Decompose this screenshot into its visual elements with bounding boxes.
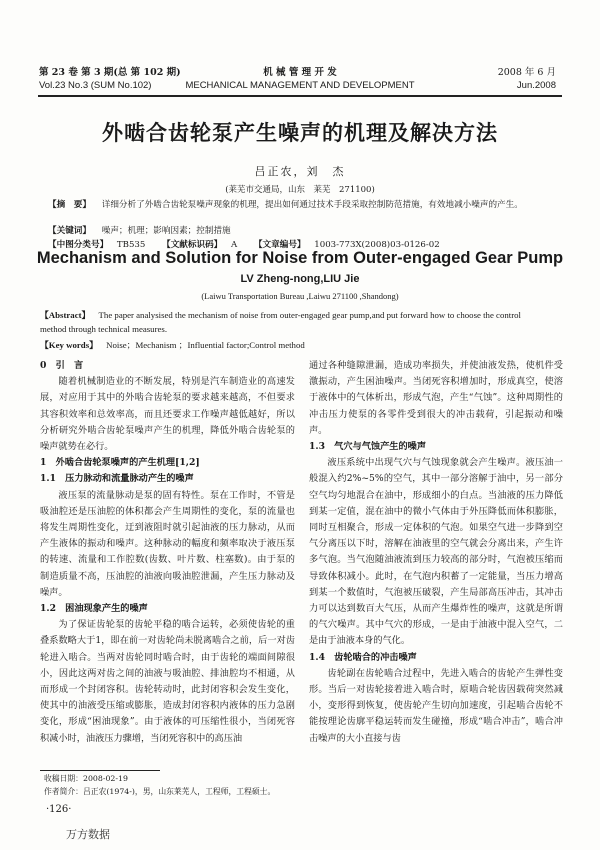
abstract-en-line2: method through technical measures. bbox=[40, 324, 168, 334]
paragraph-1-3: 液压系统中出现气穴与气蚀现象就会产生噪声。液压油一般混入约2%~5%的空气，其中一部分溶解于油中，另一部分空气均匀地混合在油中，形成细小的白点。当油液的压力降低到某一定值，混在油中的微小气体由于外压降低而体积膨胀，同时互相聚合，形成一定体积的气泡。如果空气进一步降到空气分离压以下时，溶解在油液里的空气就会分离出来，产生许多气泡。当气泡随油液流到压力较高的部分时，气泡被压缩而导致体积减小。此时，在气泡内积蓄了一定能量，当压力增高到某一个数值时，气泡被压破裂，产生局部高压冲击，其冲击力可以达到数百大气压，从而产生爆炸性的噪声，这就是所谓的气穴噪声。其中气穴的形成，一是由于油液中混入空气，二是由于油液本身的气化。 bbox=[309, 457, 563, 647]
header-date-cn: 2008 年 6 月 bbox=[497, 67, 556, 78]
header-journal-cn: 机 械 管 理 开 发 bbox=[263, 67, 337, 78]
article-id-value: 1003-773X(2008)03-0126-02 bbox=[314, 240, 440, 250]
keywords-cn-text: 噪声；机理；影响因素；控制措施 bbox=[101, 226, 231, 236]
section-1-4-title: 1.4 齿轮啮合的冲击噪声 bbox=[309, 651, 417, 663]
header-volume-en: Vol.23 No.3 (SUM No.102) bbox=[39, 80, 152, 91]
section-1-2-title: 1.2 困油现象产生的噪声 bbox=[40, 603, 148, 615]
abstract-cn-text: 详细分析了外啮合齿轮泵噪声现象的机理，提出如何通过技术手段采取控制防范措施，有效地减小噪声的产生。 bbox=[101, 200, 523, 210]
section-1-1-title: 1.1 压力脉动和流量脉动产生的噪声 bbox=[40, 473, 194, 485]
clc-label: 【中图分类号】 bbox=[48, 240, 109, 250]
section-0-title: 0 引 言 bbox=[40, 360, 84, 371]
paragraph-1-2: 为了保证齿轮泵的齿轮平稳的啮合运转，必须使齿轮的重叠系数略大于1，即在前一对齿轮尚未脱离啮合之前，后一对齿轮进入啮合。当两对齿轮同时啮合时，由于齿轮的端面间隙很小，因此这两对齿之间的油液与吸油腔、排油腔均不相通，从而形成一个封闭容积。齿轮转动时，此封闭容积会发生变化，使其中的油液受压缩或膨胀，造成封闭容积内液体的压力急剧变化，形成“困油现象”。由于液体的可压缩性很小，当闭死容积减小时，油液压力骤增，当闭死容积中的高压油 bbox=[40, 619, 295, 744]
header-rule bbox=[38, 95, 562, 97]
right-column bbox=[309, 358, 563, 747]
header-date-en: Jun.2008 bbox=[516, 80, 556, 91]
article-id-label: 【文章编号】 bbox=[253, 240, 306, 250]
keywords-cn bbox=[48, 224, 560, 238]
title-en: Mechanism and Solution for Noise from Outer-engaged Gear Pump bbox=[36, 249, 564, 267]
abstract-en bbox=[40, 308, 562, 336]
keywords-en bbox=[40, 338, 562, 352]
header-volume-cn: 第 23 卷 第 3 期(总 第 102 期) bbox=[39, 67, 181, 78]
authors-en: LV Zheng-nong,LIU Jie bbox=[240, 273, 360, 285]
abstract-cn bbox=[48, 198, 560, 212]
watermark: 万方数据 bbox=[66, 828, 110, 841]
footnote-rule bbox=[40, 770, 160, 771]
keywords-en-label: 【Key words】 bbox=[40, 340, 98, 350]
paragraph-1-4: 齿轮副在齿轮啮合过程中，先进入啮合的齿轮产生弹性变形。当后一对齿轮接着进入啮合时，原啮合轮齿因载荷突然减小，变形得到恢复，使齿轮产生切向加速度，引起啮合齿轮不能按理论齿廓平稳运转而发生碰撞，形成“啮合冲击”，啮合冲击噪声的大小直接与齿 bbox=[309, 667, 563, 744]
footnote-author-bio: 作者简介：吕正农(1974-)，男，山东莱芜人，工程师，工程硕士。 bbox=[44, 787, 276, 796]
footnote-received: 收稿日期：2008-02-19 bbox=[44, 774, 128, 783]
doc-code-label: 【文献标识码】 bbox=[162, 240, 223, 250]
keywords-en-text: Noise；Mechanism ；Influential factor;Control method bbox=[106, 340, 305, 350]
section-1-3-title: 1.3 气穴与气蚀产生的噪声 bbox=[309, 441, 427, 453]
affiliation-en: (Laiwu Transportation Bureau ,Laiwu 271100 ,Shandong) bbox=[201, 291, 399, 301]
abstract-cn-label: 【摘 要】 bbox=[48, 200, 91, 210]
doc-code-value: A bbox=[231, 240, 238, 250]
header-journal-en: MECHANICAL MANAGEMENT AND DEVELOPMENT bbox=[185, 80, 415, 91]
title-cn: 外啮合齿轮泵产生噪声的机理及解决方法 bbox=[102, 120, 498, 145]
keywords-cn-label: 【关键词】 bbox=[48, 226, 91, 236]
paragraph-continued: 通过各种缝隙泄漏，造成功率损失，并使油液发热，使机件受激振动，产生困油噪声。当闭死容积增加时，形成真空，使溶于液体中的气体析出，形成气泡，产生“气蚀”。这种周期性的冲击压力使泵的各零件受到很大的冲击载荷，引起振动和噪声。 bbox=[309, 360, 563, 436]
page-number: ·126· bbox=[46, 804, 72, 815]
abstract-en-label: 【Abstract】 bbox=[40, 310, 91, 320]
paragraph-intro: 随着机械制造业的不断发展，特别是汽车制造业的高速发展，对应用于其中的外啮合齿轮泵的要求越来越高，不但要求其容积效率和总效率高，而且还要求工作噪声越低越好，所以分析研究外啮合齿轮泵噪声产生的机理，降低外啮合齿轮泵的噪声就势在必行。 bbox=[40, 376, 295, 453]
clc-value: TB535 bbox=[116, 240, 146, 250]
abstract-en-line1: The paper analysised the mechanism of noise from outer-engaged gear pump,and put forward how to choose the control bbox=[98, 310, 521, 320]
authors-cn: 吕正农，刘 杰 bbox=[254, 165, 346, 178]
affiliation-cn: (莱芜市交通局，山东 莱芜 271100) bbox=[225, 185, 375, 195]
left-column bbox=[40, 358, 295, 747]
paragraph-1-1: 液压泵的流量脉动是泵的固有特性。泵在工作时，不管是吸油腔还是压油腔的体积都会产生周期性的变化，泵的流量也将发生周期性变化，迂到液阻时就引起油液的压力脉动，从而产生液体的振动和噪声。这种脉动的幅度和频率取决于液压泵的转速、流量和工作腔数(齿数、叶片数、柱塞数)。由于泵的制造质量不高，压油腔的油液向吸油腔泄漏，产生压力脉动及噪声。 bbox=[40, 489, 295, 598]
section-1-title: 1 外啮合齿轮泵噪声的产生机理[1,2] bbox=[40, 457, 200, 469]
